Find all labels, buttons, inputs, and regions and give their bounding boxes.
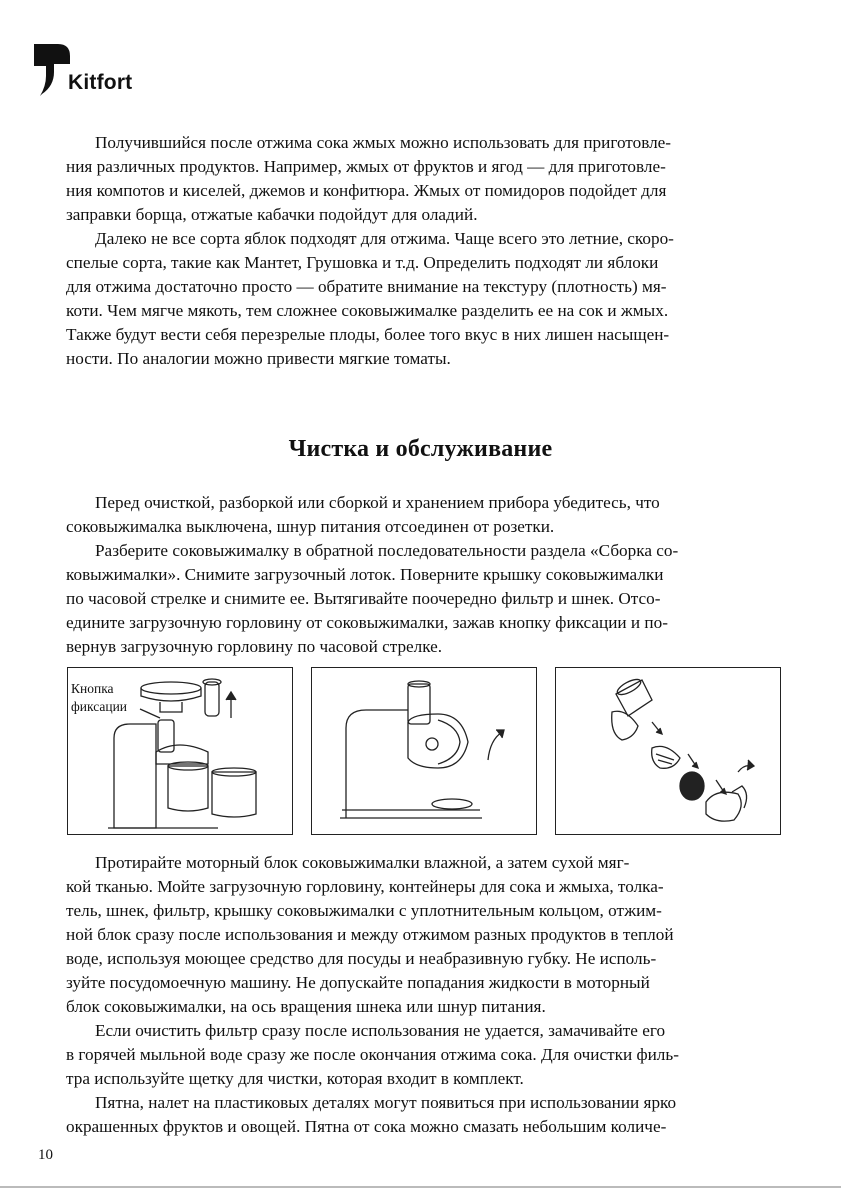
- text-line: Разберите соковыжималку в обратной последовательности раздела «Сборка со-: [95, 541, 679, 560]
- juicer-lid-illustration: [312, 668, 538, 836]
- text-line: блок соковыжималки, на ось вращения шнека или шнур питания.: [66, 997, 546, 1016]
- juicer-parts-illustration: [556, 668, 782, 836]
- page-number: 10: [38, 1147, 53, 1163]
- text-line: спелые сорта, такие как Мантет, Грушовка и т.д. Определить подходят ли яблоки: [66, 253, 659, 272]
- brand-name: Kitfort: [68, 71, 133, 94]
- text-line: тра используйте щетку для чистки, которая входит в комплект.: [66, 1069, 524, 1088]
- text-line: воде, используя моющее средство для посуды и неабразивную губку. Не исполь-: [66, 949, 657, 968]
- text-line: для отжима достаточно просто — обратите внимание на текстуру (плотность) мя-: [66, 277, 667, 296]
- fixation-button-label: Кнопка фиксации: [71, 681, 128, 714]
- text-line: едините загрузочную горловину от соковыжималки, зажав кнопку фиксации и по-: [66, 613, 668, 632]
- text-line: ности. По аналогии можно привести мягкие томаты.: [66, 349, 451, 368]
- maintenance-paragraphs: [66, 851, 776, 1139]
- text-line: по часовой стрелке и снимите ее. Вытягивайте поочередно фильтр и шнек. Отсо-: [66, 589, 661, 608]
- intro-paragraphs: [66, 131, 776, 371]
- text-line: Если очистить фильтр сразу после использования не удается, замачивайте его: [95, 1021, 666, 1040]
- text-line: тель, шнек, фильтр, крышку соковыжималки с уплотнительным кольцом, отжим-: [66, 901, 662, 920]
- text-line: Также будут вести себя перезрелые плоды, более того вкус в них лишен насыщен-: [66, 325, 670, 344]
- section-heading: Чистка и обслуживание: [288, 436, 553, 462]
- text-line: окрашенных фруктов и овощей. Пятна от сока можно смазать небольшим количе-: [66, 1117, 667, 1136]
- text-line: вернув загрузочную горловину по часовой стрелке.: [66, 637, 443, 656]
- text-line: коти. Чем мягче мякоть, тем сложнее соковыжималке разделить ее на сок и жмых.: [66, 301, 669, 320]
- cleaning-paragraphs: [66, 491, 776, 659]
- text-line: ния компотов и киселей, джемов и конфитюра. Жмых от помидоров подойдет для: [66, 181, 667, 200]
- text-line: Пятна, налет на пластиковых деталях могут появиться при использовании ярко: [95, 1093, 677, 1112]
- text-line: соковыжималка выключена, шнур питания отсоединен от розетки.: [66, 517, 555, 536]
- text-line: ковыжималки». Снимите загрузочный лоток. Поверните крышку соковыжималки: [66, 565, 664, 584]
- figure-remove-tray: [67, 667, 293, 835]
- text-line: кой тканью. Мойте загрузочную горловину, контейнеры для сока и жмыха, толка-: [66, 877, 664, 896]
- text-line: ной блок сразу после использования и между отжимом разных продуктов в теплой: [66, 925, 674, 944]
- text-line: Перед очисткой, разборкой или сборкой и хранением прибора убедитесь, что: [95, 493, 660, 512]
- text-line: зуйте посудомоечную машину. Не допускайте попадания жидкости в моторный: [66, 973, 650, 992]
- text-line: ния различных продуктов. Например, жмых от фруктов и ягод — для приготовле-: [66, 157, 666, 176]
- text-line: Протирайте моторный блок соковыжималки влажной, а затем сухой мяг-: [95, 853, 630, 872]
- page-bottom-divider: [0, 1186, 841, 1188]
- text-line: в горячей мыльной воде сразу же после окончания отжима сока. Для очистки филь-: [66, 1045, 679, 1064]
- text-line: заправки борща, отжатые кабачки подойдут для оладий.: [66, 205, 478, 224]
- figure-rotate-lid: [311, 667, 537, 835]
- text-line: Далеко не все сорта яблок подходят для отжима. Чаще всего это летние, скоро-: [95, 229, 674, 248]
- figure-parts-exploded: [555, 667, 781, 835]
- text-line: Получившийся после отжима сока жмых можно использовать для приготовле-: [95, 133, 672, 152]
